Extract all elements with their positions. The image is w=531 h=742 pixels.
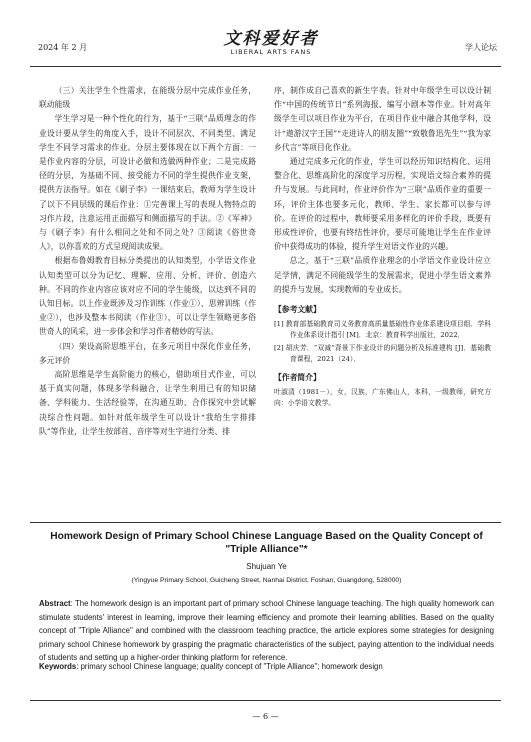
english-title: Homework Design of Primary School Chinese Language Based on the Quality Concept of "Triple Alliance"*	[50, 531, 483, 555]
journal-logo-english: LIBERAL ARTS FANS	[230, 48, 312, 56]
english-keywords	[39, 662, 494, 671]
journal-logo-chinese: 文科爱好者	[223, 29, 319, 49]
page-number: — 6 —	[252, 712, 279, 721]
keywords-label: Keywords	[39, 662, 77, 671]
paragraph: 根据布鲁姆教育目标分类提出的认知类型，小学语文作业认知类型可以分为记忆、理解、应用、分析、评价、创造六种。不同的作业内容应该对应不同的学生能级，以达到不同的认知目标。以上作业既涉及习作训练（作业①）、思辨训练（作业②），也涉及整本书阅读（作业③），可以让学生领略更多俗世奇人的风采，进一步体会和学习作者精妙的写法。	[39, 256, 256, 337]
left-column	[39, 84, 256, 439]
section-divider	[30, 522, 501, 523]
page-header	[0, 0, 531, 66]
abstract-label: Abstract	[39, 599, 71, 608]
section-name: 学人论坛	[465, 43, 497, 52]
paragraph: 序，制作成自己喜欢的新生字表。针对中年级学生可以设计制作“中国的传统节日”系列海报、编写小剧本等作业。针对高年级学生可以项目作业为平台，在项目作业中融合其他学科，设计“遨游汉字王国”“走进诗人的朋友圈”“致敬鲁迅先生”“我为家乡代言”等项目化作业。	[274, 86, 491, 152]
keywords-text: : primary school Chinese language; quality concept of "Triple Alliance"; homework design	[76, 662, 383, 671]
paragraph: 高阶思维是学生高阶能力的核心，借助项目式作业，可以基于真实问题，体现多学科融合，让学生利用已有的知识储备、学科能力、生活经验等，在沟通互助、合作探究中尝试解决综合性问题。如针对低年级学生可以设计“我给生字排排队”等作业，让学生按部首、音序等对生字进行分类、排	[39, 370, 256, 436]
journal-logo	[218, 30, 324, 56]
footer-rule	[30, 700, 501, 701]
right-column	[274, 84, 491, 411]
paragraph: 总之，基于“三联”品质作业理念的小学语文作业设计应立足学情，满足不同能级学生的发展需求，促进小学生语文素养的提升与发展，实现教师的专业成长。	[274, 256, 491, 294]
issue-date: 2024 年 2 月	[38, 43, 88, 52]
english-author: Shujuan Ye	[246, 562, 287, 571]
paragraph: 通过完成多元化的作业，学生可以经历知识结构化、运用整合化、思维高阶化的深度学习历程，实现语文综合素养的提升与发展。与此同时，作业评价作为“三联”品质作业的重要一环，评价主体也要多元化，教师、学生、家长都可以参与评价。在评价的过程中，教师要采用多样化的评价手段，既要有形成性评价，也要有终结性评价，要尽可能地让学生在作业评价中获得成功的体验，提升学生对语文作业的兴趣。	[274, 157, 491, 252]
author-bio: 叶淑清（1981－），女，汉族，广东佛山人，本科，一级教师，研究方向：小学语文教学。	[274, 388, 491, 408]
author-bio-heading: 【作者简介】	[274, 373, 321, 383]
references-heading: 【参考文献】	[274, 305, 321, 315]
reference-item: [1] 教育部基础教育司义务教育高质量基础性作业体系建设项目组．学科作业体系设计指引 [M]．北京：教育科学出版社，2022．	[274, 320, 491, 340]
english-affiliation: (Yingyue Primary School, Guicheng Street, Nanhai District, Foshan, Guangdong, 528000)	[131, 577, 402, 584]
section-heading-4: （四）架设高阶思维平台，在多元项目中深化作业任务，多元评价	[39, 341, 256, 365]
reference-item: [2] 胡庆芳．“双减”背景下作业设计的问题分析及标准建构 [J]．基础教育课程，2021（24）．	[274, 344, 491, 364]
header-rule	[30, 66, 501, 67]
section-heading-3: （三）关注学生个性需求，在能级分层中完成作业任务，联动能级	[39, 86, 256, 110]
paragraph: 学生学习是一种个性化的行为，基于“三联”品质理念的作业设计要从学生的角度入手，设计不同层次、不同类型、满足学生不同学习需求的作业。分层主要体现在以下两个方面：一是作业内容的分层，可设计必做和选做两种作业；二是完成路径的分层，为基础不同、接受能力不同的学生提供作业支架，提供方法指导。如在《刷子李》一课结束后，教师为学生设计了以下不同层级的课后作业：①完善课上写的表现人物特点的习作片段，注意运用正面描写和侧面描写的手法。②《军神》与《刷子李》有什么相同之处和不同之处？③阅读《俗世奇人》，以你喜欢的方式呈现阅读成果。	[39, 114, 256, 252]
abstract-text: : The homework design is an important part of primary school Chinese language teaching. The high quality homework can stimulate students' interest in learning, improve their learning efficiency and promote their learning abilities. Based on the quality concept of "Triple Alliance" and combined with the classroom teaching practice, the article explores some strategies for designing primary school Chinese homework by grasping the pragmatic characteristics of the subject, paying attention to the individual needs of students and setting up a higher-order thinking platform for reference.	[39, 599, 494, 663]
english-abstract	[39, 597, 494, 665]
